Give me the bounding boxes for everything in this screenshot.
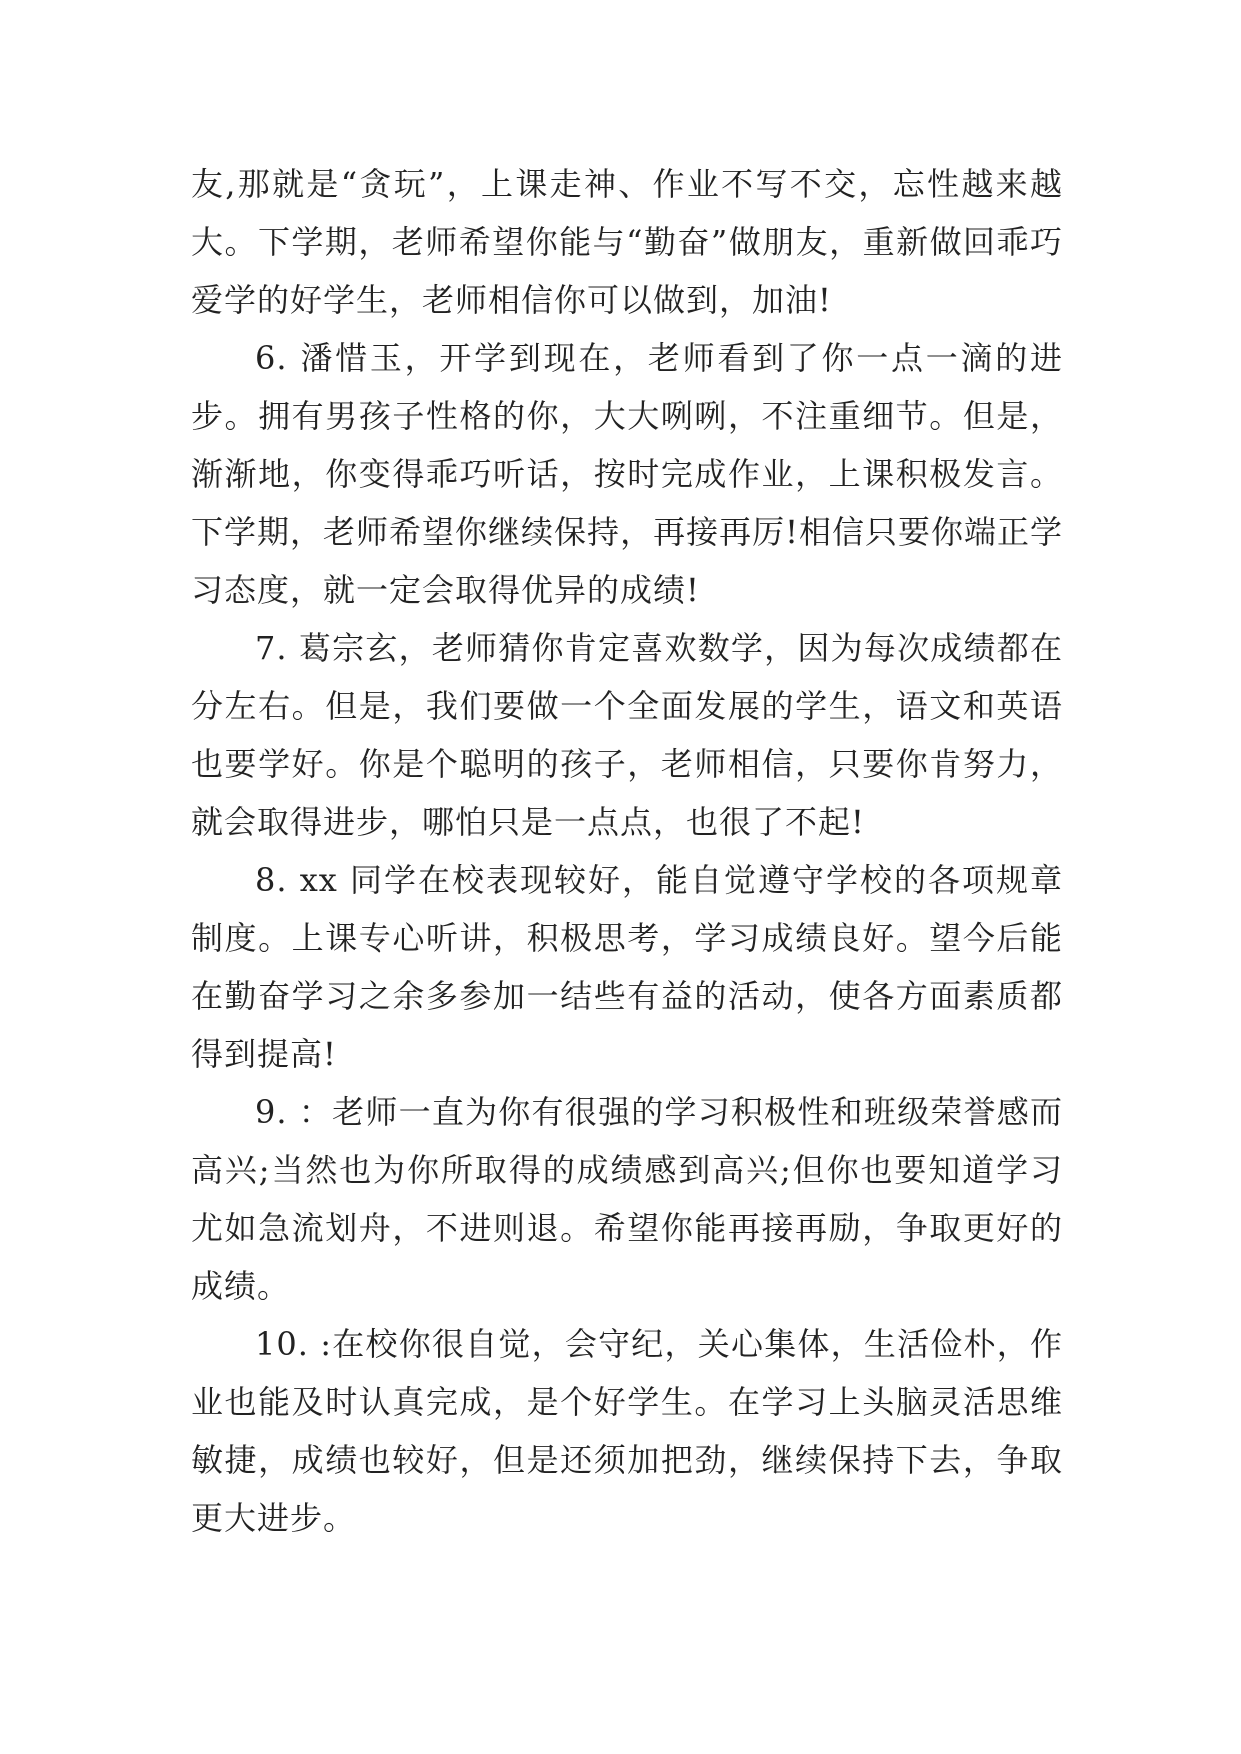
paragraph-comment-7: 7. 葛宗玄，老师猜你肯定喜欢数学，因为每次成绩都在分左右。但是，我们要做一个全面发展的学生，语文和英语也要学好。你是个聪明的孩子，老师相信，只要你肯努力，就会取得进步，哪怕只是一点点，也很了不起! (191, 629, 1063, 841)
paragraph-comment-8: 8. xx 同学在校表现较好，能自觉遵守学校的各项规章制度。上课专心听讲，积极思考，学习成绩良好。望今后能在勤奋学习之余多参加一结些有益的活动，使各方面素质都得到提高! (191, 861, 1063, 1073)
paragraph-comment-9: 9. ：老师一直为你有很强的学习积极性和班级荣誉感而高兴;当然也为你所取得的成绩感到高兴;但你也要知道学习尤如急流划舟，不进则退。希望你能再接再励，争取更好的成绩。 (191, 1093, 1063, 1305)
paragraph-comment-6: 6. 潘惜玉，开学到现在，老师看到了你一点一滴的进步。拥有男孩子性格的你，大大咧咧，不注重细节。但是，渐渐地，你变得乖巧听话，按时完成作业，上课积极发言。下学期，老师希望你继续保持，再接再厉!相信只要你端正学习态度，就一定会取得优异的成绩! (191, 339, 1063, 609)
document-body (191, 155, 1063, 1547)
paragraph-comment-10: 10. :在校你很自觉，会守纪，关心集体，生活俭朴，作业也能及时认真完成，是个好学生。在学习上头脑灵活思维敏捷，成绩也较好，但是还须加把劲，继续保持下去，争取更大进步。 (191, 1325, 1063, 1537)
paragraph-continued: 友,那就是“贪玩”，上课走神、作业不写不交，忘性越来越大。下学期，老师希望你能与“勤奋”做朋友，重新做回乖巧爱学的好学生，老师相信你可以做到，加油! (191, 165, 1063, 319)
